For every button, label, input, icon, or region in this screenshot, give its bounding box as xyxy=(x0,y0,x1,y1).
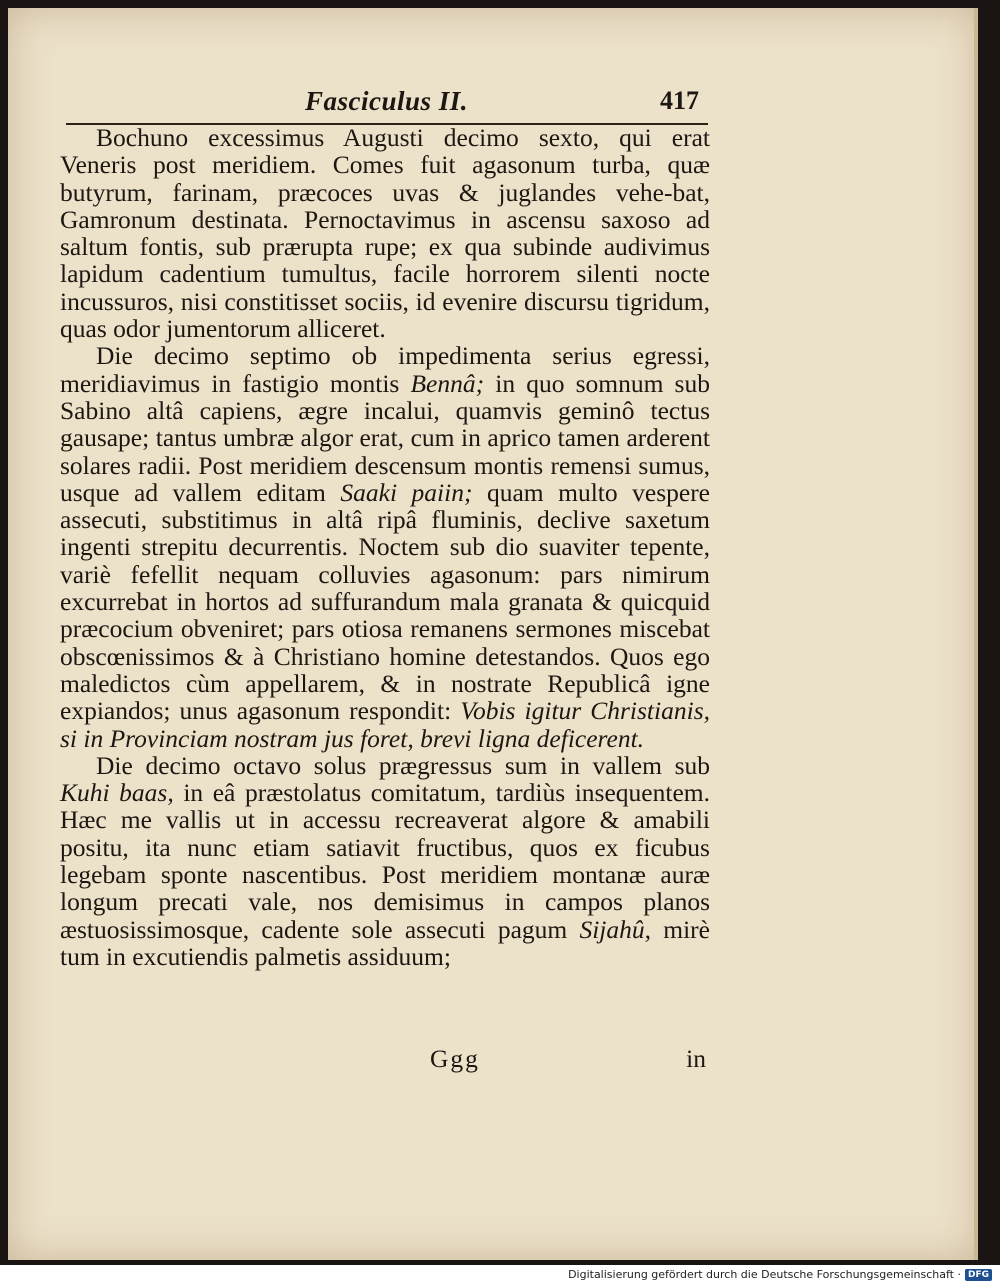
paragraph-text: in quo somnum sub Sabino altâ capiens, ægre incalui, quamvis geminô tectus gausape; tantus umbræ algor erat, cum in aprico tamen arderent solares radii. Post meridiem descensum montis remensi sumus, usque ad vallem editam xyxy=(60,368,710,507)
paragraph-text: mirè tum in excutiendis palmetis assiduum; xyxy=(60,914,710,971)
paragraph-text: quam multo vespere assecuti, substitimus in altâ ripâ fluminis, declive saxetum ingenti strepitu decurrentis. Noctem sub dio suaviter tepente, variè fefellit nequam colluvies agasonum: pars nimirum excurrebat in hortos ad suffurandum mala granata & quicquid præcocium obveniret; pars otiosa remanens sermones miscebat obscœnissimos & à Christiano homine detestandos. Quos ego maledictos cùm appellarem, & in nostrate Republicâ igne expiandos; unus agasonum respondit: xyxy=(60,477,710,726)
italic-text: Kuhi baas, xyxy=(60,778,174,808)
italic-text: Bennâ; xyxy=(410,368,485,398)
page-number: 417 xyxy=(660,86,699,115)
page-footer xyxy=(60,1044,710,1074)
paragraph xyxy=(60,752,710,970)
paragraph-text: in eâ præstolatus comitatum, tardiùs insequentem. Hæc me vallis ut in accessu recreaverat algore & amabili positu, ita nunc etiam satiavit fructibus, quos ex ficubus legebam sponte nascentibus. Post meridiem montanæ auræ longum precati vale, nos demisimus in campos planos æstuosissimosque, cadente sole assecuti pagum xyxy=(60,778,710,944)
page-edge xyxy=(974,8,978,1260)
paragraph-text: Die decimo octavo solus prægressus sum in vallem sub xyxy=(96,750,710,780)
paragraph xyxy=(60,124,710,342)
running-head-title: Fasciculus II. xyxy=(305,86,469,116)
book-page xyxy=(8,8,978,1260)
catchword: in xyxy=(686,1044,706,1073)
paragraph-text: Bochuno excessimus Augusti decimo sexto, qui erat Veneris post meridiem. Comes fuit agasonum turba, quæ butyrum, farinam, præcoces uvas & juglandes vehe-bat, Gamronum destinata. Pernoctavimus in ascensu saxoso ad saltum fontis, sub prærupta rupe; ex qua subinde audivimus lapidum cadentium tumultus, facile horrorem silenti nocte incussuros, nisi constitisset sociis, id evenire discursu tigridum, quas odor jumentorum alliceret. xyxy=(60,123,710,344)
body-text xyxy=(60,124,710,970)
italic-text: Saaki paiin; xyxy=(340,477,473,507)
credit-text: Digitalisierung gefördert durch die Deutsche Forschungsgemeinschaft · xyxy=(568,1268,961,1281)
italic-text: Sijahû, xyxy=(579,914,652,944)
signature-mark: Ggg xyxy=(430,1044,480,1073)
paragraph xyxy=(60,342,710,751)
running-head xyxy=(60,86,710,120)
paragraph-text: Die decimo septimo ob impedimenta serius egressi, meridiavimus in fastigio montis xyxy=(60,341,710,398)
dfg-logo: DFG xyxy=(965,1269,992,1281)
italic-text: Vobis igitur Christianis, si in Provinciam nostram jus foret, brevi ligna deficerent. xyxy=(60,696,710,753)
digitization-credit xyxy=(568,1268,992,1281)
